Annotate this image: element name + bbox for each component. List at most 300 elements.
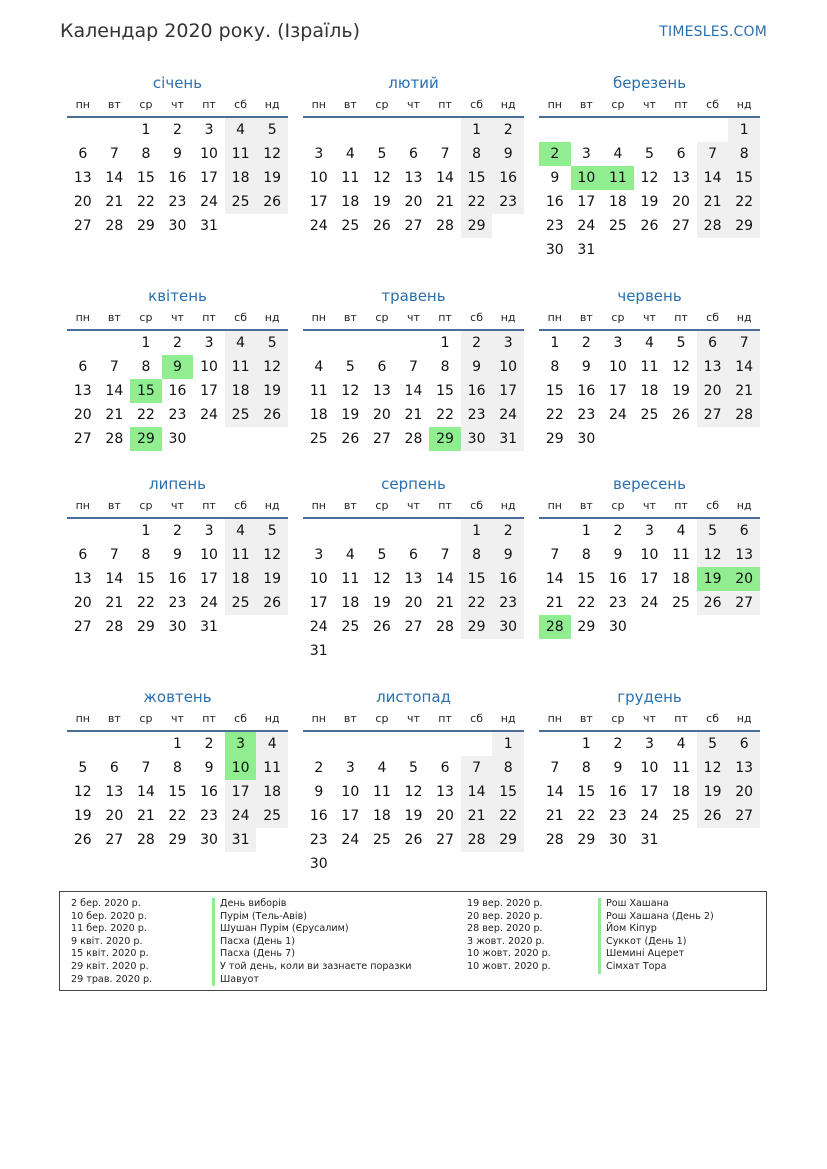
day-cell: 5: [256, 331, 288, 355]
month-name: лютий: [388, 74, 439, 92]
empty-cell: [335, 519, 367, 543]
day-cell: 5: [676, 335, 686, 351]
holiday-day-cell: 10: [225, 756, 257, 780]
day-cell: 5: [256, 519, 288, 543]
day-cell: 23: [168, 407, 187, 423]
day-cell: 27: [728, 804, 760, 828]
legend-holiday-name: Шемині Ацерет: [598, 948, 714, 961]
day-cell: 6: [377, 359, 387, 375]
day-cell: 2: [173, 335, 182, 351]
day-cell: 27: [404, 218, 423, 234]
day-cell: 19: [640, 194, 659, 210]
day-cell: 6: [109, 760, 119, 776]
day-cell: 16: [461, 379, 493, 403]
empty-cell: [99, 118, 131, 142]
weekday-label: вт: [579, 712, 593, 725]
weekday-label: сб: [234, 311, 248, 324]
weekday-label: ср: [611, 98, 625, 111]
day-cell: 6: [440, 760, 450, 776]
holiday-day-cell: 19: [697, 567, 729, 591]
day-cell: 5: [697, 732, 729, 756]
day-cell: 18: [225, 567, 257, 591]
day-cell: 4: [377, 760, 387, 776]
day-grid: [67, 118, 288, 238]
day-cell: 26: [404, 832, 423, 848]
day-cell: 18: [309, 407, 328, 423]
empty-cell: [366, 732, 398, 756]
day-cell: 10: [608, 359, 627, 375]
day-cell: 21: [404, 407, 423, 423]
empty-cell: [461, 732, 493, 756]
day-grid: [539, 331, 760, 451]
day-cell: 28: [436, 619, 454, 635]
weekday-label: ср: [375, 311, 389, 324]
weekday-label: чт: [171, 98, 184, 111]
weekday-label: вт: [107, 98, 121, 111]
day-cell: 11: [372, 784, 391, 800]
weekday-label: нд: [736, 311, 752, 324]
legend-date: 2 бер. 2020 р.: [71, 898, 141, 909]
day-cell: 21: [545, 808, 564, 824]
day-cell: 13: [73, 170, 92, 186]
day-cell: 16: [577, 383, 596, 399]
weekday-label: вт: [343, 712, 357, 725]
weekday-label: ср: [611, 311, 625, 324]
day-cell: 13: [404, 571, 423, 587]
weekday-label: вт: [343, 499, 357, 512]
day-cell: 8: [728, 142, 760, 166]
day-cell: 27: [73, 431, 92, 447]
day-cell: 22: [136, 194, 155, 210]
day-cell: 7: [109, 146, 119, 162]
day-cell: 21: [697, 190, 729, 214]
day-cell: 3: [645, 736, 654, 752]
day-cell: 22: [577, 808, 596, 824]
weekday-header: [303, 96, 524, 118]
day-cell: 28: [436, 218, 454, 234]
month-name: червень: [617, 287, 682, 305]
day-cell: 30: [608, 619, 627, 635]
weekday-label: пн: [547, 311, 562, 324]
weekday-label: чт: [643, 311, 656, 324]
day-cell: 9: [173, 547, 182, 563]
day-cell: 12: [341, 383, 360, 399]
day-cell: 22: [728, 190, 760, 214]
day-cell: 31: [640, 832, 659, 848]
month-name: березень: [612, 74, 687, 92]
day-cell: 28: [697, 214, 729, 238]
weekday-label: ср: [611, 499, 625, 512]
day-cell: 26: [672, 407, 690, 423]
weekday-label: нд: [736, 712, 752, 725]
weekday-label: вт: [343, 98, 357, 111]
day-cell: 4: [645, 335, 654, 351]
day-cell: 19: [341, 407, 360, 423]
day-cell: 15: [545, 383, 564, 399]
day-cell: 8: [550, 359, 560, 375]
day-cell: 21: [545, 595, 564, 611]
weekday-label: пн: [75, 712, 90, 725]
day-cell: 25: [608, 218, 627, 234]
day-grid: [67, 331, 288, 451]
month-calendar: [539, 471, 760, 639]
day-cell: 27: [73, 218, 92, 234]
day-cell: 8: [141, 359, 151, 375]
weekday-label: чт: [643, 712, 656, 725]
day-cell: 19: [256, 166, 288, 190]
day-cell: 16: [168, 383, 187, 399]
weekday-label: нд: [500, 98, 516, 111]
day-cell: 4: [676, 523, 686, 539]
day-cell: 22: [168, 808, 187, 824]
day-cell: 11: [672, 547, 690, 563]
day-cell: 13: [73, 571, 92, 587]
day-cell: 8: [492, 756, 524, 780]
day-cell: 9: [204, 760, 214, 776]
day-cell: 3: [204, 523, 214, 539]
weekday-label: вт: [579, 311, 593, 324]
day-cell: 10: [309, 571, 328, 587]
legend-date: 9 квіт. 2020 р.: [71, 935, 143, 947]
weekday-label: вт: [579, 499, 593, 512]
day-cell: 17: [640, 571, 659, 587]
holiday-day-cell: 15: [130, 379, 162, 403]
month-calendar: [539, 283, 760, 451]
month-calendar: [67, 283, 288, 451]
day-cell: 12: [640, 170, 659, 186]
weekday-label: чт: [407, 499, 420, 512]
day-cell: 11: [640, 359, 659, 375]
empty-cell: [303, 519, 335, 543]
day-cell: 29: [577, 832, 596, 848]
empty-cell: [335, 118, 367, 142]
day-cell: 18: [672, 784, 690, 800]
legend-holiday-name: Шушан Пурім (Єрусалим): [212, 923, 412, 936]
day-cell: 30: [492, 615, 524, 639]
day-cell: 7: [109, 547, 119, 563]
day-cell: 30: [577, 431, 596, 447]
day-cell: 16: [608, 784, 627, 800]
day-cell: 8: [461, 142, 493, 166]
weekday-label: сб: [706, 712, 720, 725]
day-cell: 20: [672, 194, 690, 210]
day-cell: 5: [377, 547, 387, 563]
day-cell: 6: [409, 547, 418, 563]
month-calendar: [67, 684, 288, 852]
day-cell: 5: [78, 760, 88, 776]
empty-cell: [398, 118, 430, 142]
day-cell: 19: [372, 194, 391, 210]
day-cell: 21: [105, 194, 124, 210]
day-cell: 30: [608, 832, 627, 848]
day-cell: 18: [640, 383, 659, 399]
day-cell: 28: [105, 619, 124, 635]
day-cell: 10: [200, 146, 218, 162]
day-cell: 27: [728, 591, 760, 615]
day-grid: [67, 519, 288, 639]
day-cell: 22: [461, 591, 493, 615]
weekday-label: сб: [234, 98, 248, 111]
day-cell: 29: [136, 218, 155, 234]
holiday-day-cell: 10: [571, 166, 603, 190]
day-cell: 30: [545, 242, 564, 258]
day-cell: 28: [545, 832, 564, 848]
day-cell: 14: [697, 166, 729, 190]
day-cell: 20: [73, 407, 92, 423]
day-cell: 1: [440, 335, 450, 351]
day-cell: 3: [314, 146, 324, 162]
day-cell: 7: [550, 547, 560, 563]
weekday-label: пт: [438, 311, 452, 324]
day-cell: 1: [492, 732, 524, 756]
day-cell: 3: [204, 335, 214, 351]
weekday-header: [539, 309, 760, 331]
day-cell: 13: [728, 756, 760, 780]
day-cell: 4: [345, 146, 355, 162]
weekday-label: вт: [107, 499, 121, 512]
month-calendar: [303, 283, 524, 451]
day-cell: 15: [577, 571, 596, 587]
day-cell: 15: [492, 780, 524, 804]
day-cell: 21: [728, 379, 760, 403]
day-cell: 16: [168, 170, 187, 186]
month-name: жовтень: [143, 688, 212, 706]
legend-date: 10 жовт. 2020 р.: [467, 960, 551, 972]
holiday-day-cell: 20: [728, 567, 760, 591]
day-cell: 13: [372, 383, 391, 399]
day-cell: 12: [697, 543, 729, 567]
weekday-label: нд: [736, 499, 752, 512]
day-cell: 5: [697, 519, 729, 543]
legend-holiday-name: Рош Хашана: [598, 898, 714, 911]
month-name: квітень: [148, 287, 207, 305]
weekday-label: пт: [674, 712, 688, 725]
day-cell: 28: [136, 832, 155, 848]
day-cell: 26: [372, 218, 391, 234]
day-cell: 1: [461, 118, 493, 142]
day-cell: 23: [577, 407, 596, 423]
day-cell: 15: [728, 166, 760, 190]
day-cell: 17: [200, 170, 218, 186]
day-cell: 26: [640, 218, 659, 234]
day-cell: 31: [309, 643, 328, 659]
day-cell: 23: [200, 808, 218, 824]
weekday-label: нд: [500, 712, 516, 725]
day-cell: 17: [341, 808, 360, 824]
day-cell: 26: [256, 591, 288, 615]
day-cell: 9: [173, 146, 182, 162]
day-cell: 11: [256, 756, 288, 780]
day-cell: 23: [608, 595, 627, 611]
day-cell: 10: [200, 359, 218, 375]
weekday-label: сб: [234, 499, 248, 512]
weekday-label: сб: [470, 98, 484, 111]
empty-cell: [697, 118, 729, 142]
weekday-label: ср: [139, 311, 153, 324]
month-calendar: [303, 70, 524, 238]
day-cell: 3: [314, 547, 324, 563]
legend-holiday-name: Пасха (День 1): [212, 936, 412, 949]
day-cell: 8: [141, 146, 151, 162]
weekday-label: чт: [643, 499, 656, 512]
empty-cell: [303, 331, 335, 355]
day-cell: 8: [440, 359, 450, 375]
day-cell: 15: [436, 383, 454, 399]
day-cell: 24: [608, 407, 627, 423]
day-cell: 14: [436, 571, 454, 587]
day-cell: 29: [492, 828, 524, 852]
empty-cell: [398, 331, 430, 355]
weekday-label: сб: [470, 499, 484, 512]
day-cell: 29: [545, 431, 564, 447]
day-cell: 16: [200, 784, 218, 800]
weekday-header: [303, 497, 524, 519]
weekday-header: [67, 497, 288, 519]
day-cell: 15: [168, 784, 187, 800]
day-cell: 22: [577, 595, 596, 611]
day-cell: 12: [672, 359, 690, 375]
day-cell: 15: [136, 170, 155, 186]
day-cell: 27: [436, 832, 454, 848]
day-cell: 1: [581, 736, 591, 752]
legend-holiday-name: Сімхат Тора: [598, 961, 714, 974]
legend-holiday-name: Шавуот: [212, 974, 412, 987]
day-cell: 2: [492, 519, 524, 543]
day-cell: 13: [728, 543, 760, 567]
day-cell: 23: [492, 591, 524, 615]
holiday-day-cell: 11: [602, 166, 634, 190]
day-cell: 23: [168, 194, 187, 210]
day-cell: 30: [200, 832, 218, 848]
day-cell: 20: [728, 780, 760, 804]
empty-cell: [665, 118, 697, 142]
day-cell: 7: [550, 760, 560, 776]
day-cell: 26: [341, 431, 360, 447]
day-cell: 21: [436, 194, 454, 210]
day-cell: 1: [141, 523, 151, 539]
day-cell: 1: [461, 519, 493, 543]
day-cell: 22: [545, 407, 564, 423]
day-cell: 7: [440, 547, 450, 563]
day-cell: 22: [136, 407, 155, 423]
day-cell: 28: [105, 431, 124, 447]
day-cell: 6: [78, 359, 88, 375]
day-cell: 6: [728, 732, 760, 756]
weekday-header: [67, 309, 288, 331]
empty-cell: [366, 118, 398, 142]
day-cell: 8: [581, 760, 591, 776]
day-cell: 12: [256, 355, 288, 379]
day-cell: 18: [341, 194, 360, 210]
legend-holiday-name: Рош Хашана (День 2): [598, 911, 714, 924]
day-cell: 7: [141, 760, 151, 776]
weekday-label: пн: [547, 712, 562, 725]
day-cell: 14: [136, 784, 155, 800]
day-cell: 5: [345, 359, 355, 375]
empty-cell: [539, 118, 571, 142]
month-name: серпень: [381, 475, 446, 493]
weekday-header: [67, 710, 288, 732]
day-grid: [539, 118, 760, 262]
day-cell: 4: [613, 146, 623, 162]
day-cell: 7: [409, 359, 418, 375]
weekday-label: пн: [75, 499, 90, 512]
empty-cell: [67, 732, 99, 756]
weekday-label: пн: [547, 98, 562, 111]
day-cell: 3: [204, 122, 214, 138]
day-cell: 15: [136, 571, 155, 587]
day-cell: 29: [577, 619, 596, 635]
day-cell: 9: [550, 170, 560, 186]
day-cell: 26: [697, 804, 729, 828]
day-cell: 12: [404, 784, 423, 800]
day-cell: 10: [640, 760, 659, 776]
day-cell: 25: [225, 190, 257, 214]
weekday-label: вт: [579, 98, 593, 111]
empty-cell: [366, 331, 398, 355]
weekday-label: ср: [375, 712, 389, 725]
day-cell: 11: [225, 355, 257, 379]
day-cell: 26: [256, 403, 288, 427]
weekday-label: сб: [234, 712, 248, 725]
day-cell: 25: [225, 403, 257, 427]
day-cell: 17: [492, 379, 524, 403]
weekday-label: сб: [470, 712, 484, 725]
day-cell: 3: [581, 146, 591, 162]
day-cell: 25: [372, 832, 391, 848]
day-cell: 4: [225, 331, 257, 355]
day-cell: 13: [73, 383, 92, 399]
day-cell: 13: [697, 355, 729, 379]
day-cell: 24: [492, 403, 524, 427]
day-cell: 19: [372, 595, 391, 611]
day-cell: 30: [461, 427, 493, 451]
day-cell: 18: [225, 379, 257, 403]
day-cell: 14: [436, 170, 454, 186]
legend-date: 11 бер. 2020 р.: [71, 923, 147, 935]
site-brand-link[interactable]: TIMESLES.COM: [659, 24, 767, 40]
day-cell: 31: [200, 218, 218, 234]
day-cell: 9: [613, 760, 623, 776]
day-cell: 25: [309, 431, 328, 447]
day-cell: 7: [728, 331, 760, 355]
weekday-label: нд: [264, 499, 280, 512]
legend-holiday-name: Пурім (Тель-Авів): [212, 911, 412, 924]
weekday-label: пн: [311, 98, 326, 111]
day-cell: 2: [613, 736, 623, 752]
day-cell: 20: [73, 194, 92, 210]
day-cell: 23: [545, 218, 564, 234]
day-cell: 23: [461, 403, 493, 427]
weekday-header: [303, 309, 524, 331]
day-cell: 11: [225, 543, 257, 567]
day-cell: 20: [372, 407, 391, 423]
day-cell: 9: [581, 359, 591, 375]
day-cell: 31: [492, 427, 524, 451]
day-cell: 12: [256, 142, 288, 166]
legend-date: 10 жовт. 2020 р.: [467, 948, 551, 960]
day-cell: 2: [314, 760, 324, 776]
day-grid: [67, 732, 288, 852]
day-cell: 13: [404, 170, 423, 186]
day-cell: 15: [577, 784, 596, 800]
day-cell: 22: [136, 595, 155, 611]
day-cell: 1: [173, 736, 182, 752]
empty-cell: [539, 732, 571, 756]
day-cell: 16: [492, 166, 524, 190]
day-cell: 28: [105, 218, 124, 234]
day-cell: 24: [200, 194, 218, 210]
